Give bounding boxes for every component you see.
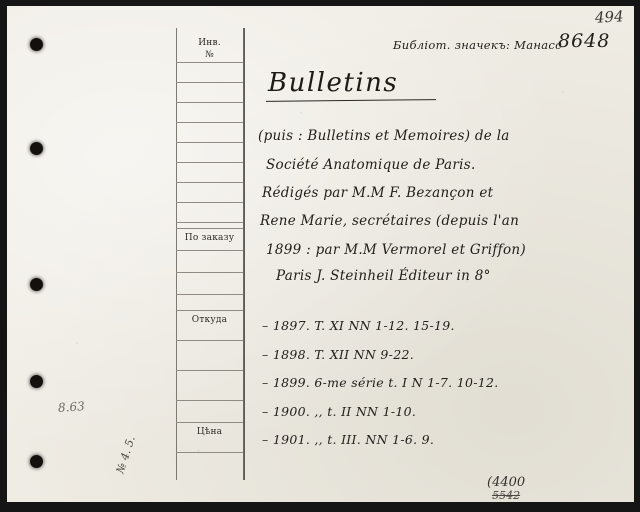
form-rule	[176, 340, 243, 341]
form-rule	[176, 250, 243, 251]
body-line: 1899 : par M.M Vermorel et Griffon)	[266, 242, 526, 258]
form-rule	[176, 122, 243, 123]
punch-hole	[30, 38, 43, 51]
form-rule	[176, 272, 243, 273]
form-rule	[176, 82, 243, 83]
body-line: Rene Marie, secrétaires (depuis l'an	[260, 213, 520, 229]
punch-hole	[30, 455, 43, 468]
form-rule	[176, 310, 243, 311]
corner-number: 494	[594, 7, 625, 27]
punch-hole	[30, 142, 43, 155]
form-rule	[176, 182, 243, 183]
form-field-label: №	[205, 50, 214, 60]
form-field-column	[176, 28, 245, 480]
form-rule	[176, 62, 243, 63]
margin-annotation: № 4. 5.	[113, 434, 138, 475]
body-line: Société Anatomique de Paris.	[266, 157, 476, 173]
form-rule	[176, 142, 243, 143]
form-rule	[176, 400, 243, 401]
body-line: Rédigés par M.M F. Bezançon et	[262, 185, 494, 201]
body-line: (puis : Bulletins et Memoires) de la	[258, 128, 510, 144]
form-rule	[176, 202, 243, 203]
holdings-entry: – 1899. 6-me série t. I N 1-7. 10-12.	[262, 375, 499, 390]
form-rule	[176, 162, 243, 163]
form-rule	[176, 452, 243, 453]
form-rule	[176, 228, 243, 229]
form-rule	[176, 422, 243, 423]
title-underline	[266, 99, 436, 102]
form-field-label: Инв.	[198, 38, 221, 48]
bottom-number-annotation	[487, 476, 525, 502]
form-rule	[176, 294, 243, 295]
form-field-label: Цѣна	[196, 427, 223, 437]
form-field-label: Откуда	[191, 315, 228, 325]
punch-hole	[30, 278, 43, 291]
form-rule	[176, 370, 243, 371]
holdings-entry: – 1898. T. XII NN 9-22.	[262, 347, 414, 362]
holdings-entry: – 1901. ,, t. III. NN 1-6. 9.	[262, 432, 435, 447]
library-stamp-text: Библіот. значекъ: Манасс	[393, 38, 562, 52]
form-divider-line	[243, 28, 244, 480]
shelf-number: 8648	[558, 30, 611, 52]
body-line: Paris J. Steinheil Éditeur in 8°	[276, 268, 491, 284]
card-title: Bulletins	[268, 68, 399, 98]
pencil-annotation: 8.63	[57, 399, 86, 415]
scan-frame-left	[0, 0, 7, 512]
bottom-number-struck: 5542	[492, 489, 521, 502]
punch-hole	[30, 375, 43, 388]
holdings-entry: – 1897. T. XI NN 1-12. 15-19.	[262, 318, 455, 333]
scan-frame-top	[0, 0, 640, 6]
scan-frame-bottom	[0, 502, 640, 512]
holdings-entry: – 1900. ,, t. II NN 1-10.	[262, 404, 417, 419]
form-rule	[176, 222, 243, 223]
form-field-label: По заказу	[184, 233, 235, 243]
scan-frame-right	[634, 0, 640, 512]
form-rule	[176, 102, 243, 103]
bottom-number-main: (4400	[487, 475, 526, 490]
